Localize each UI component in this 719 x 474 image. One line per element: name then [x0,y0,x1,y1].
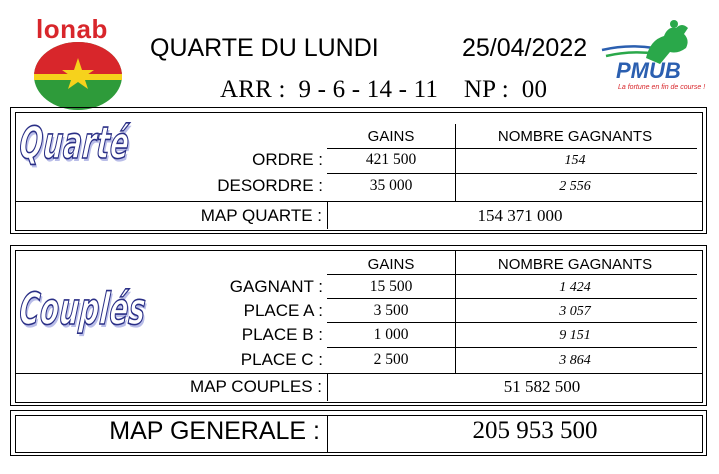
couples-map-col-divider [327,373,328,401]
lonab-logo [28,14,128,112]
quarte-row-divider [327,173,697,174]
pmub-tagline: La fortune en fin de course ! [618,84,706,91]
couples-title: Couplés [17,284,149,335]
pmub-logo-text: PMUB [616,58,681,83]
general-map-value: 205 953 500 [472,417,598,444]
page-title: QUARTE DU LUNDI [150,34,379,62]
couples-row-label: GAGNANT : [229,277,323,296]
general-col-divider [327,415,328,452]
couples-row-label: PLACE C : [240,350,323,369]
quarte-row-label: ORDRE : [252,150,323,169]
arrival-result: ARR : 9 - 6 - 14 - 11 NP : 00 [220,76,548,103]
quarte-map-label: MAP QUARTE : [200,206,322,225]
couples-row-divider [327,347,697,348]
couples-row-winners: 3 864 [559,353,591,368]
couples-winners-header: NOMBRE GAGNANTS [497,256,653,273]
quarte-header-divider [327,148,697,149]
quarte-row-winners: 154 [564,153,586,168]
quarte-row-winners: 2 556 [559,179,591,194]
draw-date: 25/04/2022 [462,34,588,62]
quarte-map-value: 154 371 000 [477,206,563,225]
quarte-title: Quarté [17,118,132,169]
quarte-row-label: DESORDRE : [217,176,323,195]
couples-row-gains: 1 000 [373,326,409,343]
couples-row-winners: 1 424 [559,280,591,295]
quarte-map-divider [15,201,703,202]
couples-row-gains: 3 500 [373,302,409,319]
pmub-logo [598,18,706,98]
quarte-map-col-divider [327,201,328,229]
lonab-logo-text: lonab [36,14,108,44]
quarte-row-gains: 35 000 [369,177,413,194]
quarte-row-gains: 421 500 [365,151,417,168]
couples-map-label: MAP COUPLES : [190,377,322,396]
quarte-gains-header: GAINS [367,128,415,145]
quarte-winners-header: NOMBRE GAGNANTS [497,128,653,145]
couples-row-label: PLACE B : [241,325,323,344]
couples-map-divider [15,373,703,374]
general-map-label: MAP GENERALE : [109,417,320,445]
couples-header-divider [327,274,697,275]
couples-row-gains: 15 500 [369,278,413,295]
couples-row-label: PLACE A : [243,301,323,320]
couples-gains-header: GAINS [367,256,415,273]
couples-map-value: 51 582 500 [503,377,581,396]
couples-row-divider [327,322,697,323]
couples-row-winners: 9 151 [559,328,591,343]
couples-row-gains: 2 500 [373,351,409,368]
couples-row-divider [327,298,697,299]
couples-row-winners: 3 057 [559,304,591,319]
